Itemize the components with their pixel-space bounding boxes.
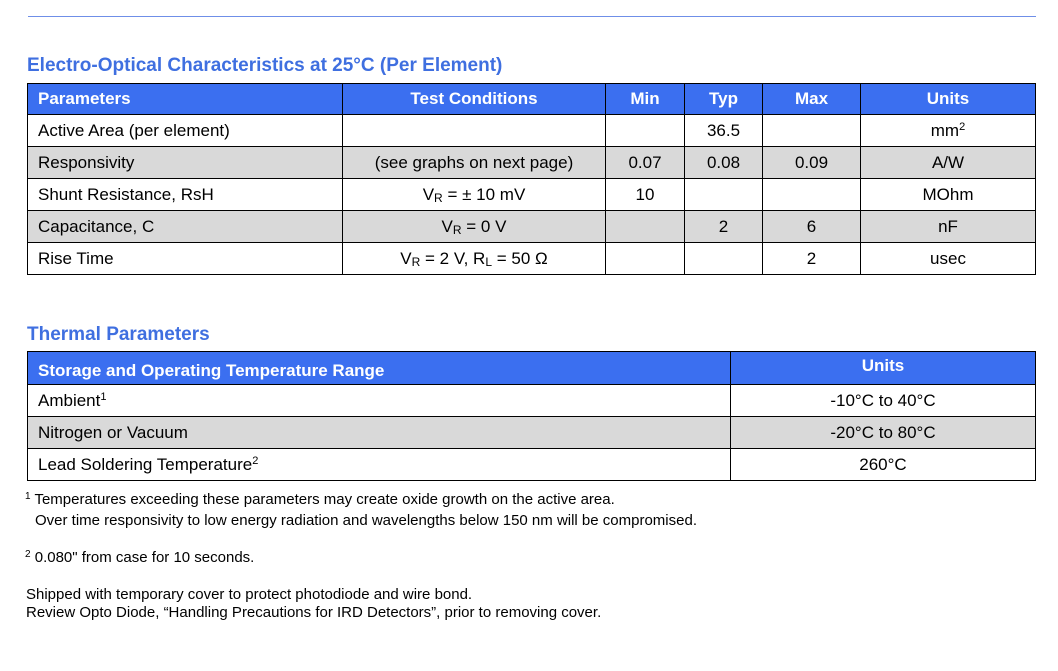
cond-subscript: R bbox=[434, 190, 443, 205]
footnote-ref: 2 bbox=[252, 454, 259, 467]
max-cell: 0.09 bbox=[763, 147, 861, 179]
table-row bbox=[28, 147, 1036, 179]
cond-v: V bbox=[422, 184, 435, 204]
typ-cell: 0.08 bbox=[685, 147, 763, 179]
units-cell bbox=[861, 115, 1036, 147]
footnote-2-mark: 2 bbox=[25, 549, 31, 560]
param-cell: Nitrogen or Vacuum bbox=[28, 417, 731, 449]
units-cell: nF bbox=[861, 211, 1036, 243]
cond-subscript: R bbox=[411, 254, 421, 269]
table-row bbox=[28, 243, 1036, 275]
shipping-note bbox=[26, 586, 601, 622]
cond-v: V bbox=[441, 216, 453, 236]
max-cell: 6 bbox=[763, 211, 861, 243]
col-header-typ: Typ bbox=[685, 84, 763, 115]
units-cell: -20°C to 80°C bbox=[731, 417, 1036, 449]
table-row bbox=[28, 179, 1036, 211]
col-header-units: Units bbox=[731, 352, 1036, 385]
param-cell: Active Area (per element) bbox=[28, 115, 343, 147]
cond-rest: = 50 Ω bbox=[492, 248, 548, 268]
col-header-units: Units bbox=[861, 84, 1036, 115]
typ-cell bbox=[685, 179, 763, 211]
condition-cell bbox=[343, 211, 606, 243]
condition-cell bbox=[343, 115, 606, 147]
top-divider bbox=[28, 16, 1036, 17]
min-cell: 10 bbox=[606, 179, 685, 211]
shipping-note-line-1: Shipped with temporary cover to protect photodiode and wire bond. bbox=[26, 586, 473, 603]
col-header-min: Min bbox=[606, 84, 685, 115]
footnote-1 bbox=[25, 489, 697, 531]
typ-cell: 36.5 bbox=[685, 115, 763, 147]
units-cell: MOhm bbox=[861, 179, 1036, 211]
param-cell: Responsivity bbox=[28, 147, 343, 179]
condition-cell bbox=[343, 243, 606, 275]
max-cell bbox=[763, 179, 861, 211]
table-row bbox=[28, 385, 1036, 417]
footnote-1-line-2: Over time responsivity to low energy radiation and wavelengths below 150 nm will be compromised. bbox=[35, 512, 697, 529]
footnote-2-text: 0.080" from case for 10 seconds. bbox=[30, 549, 255, 566]
thermal-header-row bbox=[28, 352, 1036, 385]
shipping-note-line-2: Review Opto Diode, “Handling Precautions for IRD Detectors”, prior to removing cover. bbox=[26, 604, 602, 621]
eo-section-title: Electro-Optical Characteristics at 25°C (Per Element) bbox=[27, 55, 503, 76]
units-text: mm bbox=[930, 120, 960, 140]
table-row bbox=[28, 211, 1036, 243]
col-header-test-conditions: Test Conditions bbox=[343, 84, 606, 115]
table-row bbox=[28, 115, 1036, 147]
col-header-max: Max bbox=[763, 84, 861, 115]
units-superscript: 2 bbox=[959, 120, 966, 133]
param-cell: Capacitance, C bbox=[28, 211, 343, 243]
condition-cell bbox=[343, 179, 606, 211]
cond-subscript: R bbox=[452, 222, 462, 237]
cond-v: V bbox=[400, 248, 412, 268]
min-cell bbox=[606, 211, 685, 243]
param-cell bbox=[28, 449, 731, 481]
condition-cell: (see graphs on next page) bbox=[343, 147, 606, 179]
electro-optical-table bbox=[27, 83, 1036, 275]
table-row bbox=[28, 449, 1036, 481]
footnote-2 bbox=[25, 547, 254, 568]
col-header-parameters: Parameters bbox=[28, 84, 343, 115]
table-row bbox=[28, 417, 1036, 449]
footnote-1-mark: 1 bbox=[25, 491, 31, 502]
min-cell bbox=[606, 115, 685, 147]
param-text: Ambient bbox=[38, 390, 101, 410]
max-cell bbox=[763, 115, 861, 147]
param-text: Lead Soldering Temperature bbox=[38, 454, 253, 474]
cond-mid: = 2 V, R bbox=[420, 248, 486, 268]
cond-subscript-2: L bbox=[485, 254, 493, 269]
thermal-table bbox=[27, 351, 1036, 481]
min-cell: 0.07 bbox=[606, 147, 685, 179]
units-cell: usec bbox=[861, 243, 1036, 275]
footnote-ref: 1 bbox=[100, 390, 107, 403]
min-cell bbox=[606, 243, 685, 275]
max-cell: 2 bbox=[763, 243, 861, 275]
param-cell bbox=[28, 385, 731, 417]
cond-rest: = 0 V bbox=[461, 216, 507, 236]
units-cell: 260°C bbox=[731, 449, 1036, 481]
param-cell: Shunt Resistance, RsH bbox=[28, 179, 343, 211]
units-cell: A/W bbox=[861, 147, 1036, 179]
col-header-temperature-range: Storage and Operating Temperature Range bbox=[28, 352, 731, 385]
typ-cell bbox=[685, 243, 763, 275]
param-cell: Rise Time bbox=[28, 243, 343, 275]
cond-rest: = ± 10 mV bbox=[442, 184, 526, 204]
units-cell: -10°C to 40°C bbox=[731, 385, 1036, 417]
footnote-1-line-1: Temperatures exceeding these parameters may create oxide growth on the active area. bbox=[30, 491, 615, 508]
eo-header-row bbox=[28, 84, 1036, 115]
typ-cell: 2 bbox=[685, 211, 763, 243]
thermal-section-title: Thermal Parameters bbox=[27, 324, 210, 345]
